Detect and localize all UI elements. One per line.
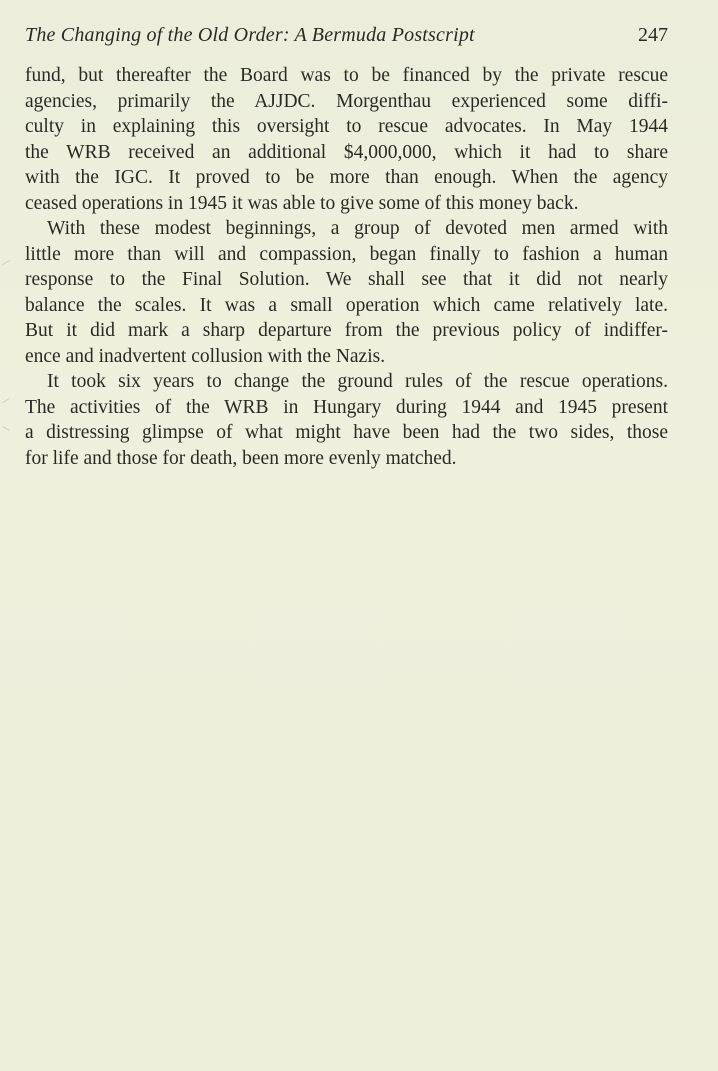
- running-title: The Changing of the Old Order: A Bermuda Postscript: [25, 24, 475, 46]
- text-line: with the IGC. It proved to be more than enough. When the agency: [25, 167, 668, 188]
- body-text: [25, 63, 668, 471]
- page-number: 247: [638, 24, 668, 46]
- text-line: a distressing glimpse of what might have been had the two sides, those: [25, 422, 668, 443]
- paragraph: [25, 216, 668, 369]
- text-line: The activities of the WRB in Hungary during 1944 and 1945 present: [25, 396, 668, 418]
- running-head: [25, 22, 668, 48]
- text-line: response to the Final Solution. We shall see that it did not nearly: [25, 269, 668, 290]
- text-line: But it did mark a sharp departure from the previous policy of indiffer-: [25, 320, 668, 341]
- text-line: It took six years to change the ground rules of the rescue operations.: [47, 371, 668, 392]
- text-line: fund, but thereafter the Board was to be financed by the private rescue: [25, 65, 668, 86]
- text-line: ence and inadvertent collusion with the Nazis.: [25, 345, 386, 367]
- text-line: balance the scales. It was a small operation which came relatively late.: [25, 294, 668, 316]
- paragraph: [25, 63, 668, 216]
- text-line: the WRB received an additional $4,000,000, which it had to share: [25, 141, 668, 163]
- text-line: With these modest beginnings, a group of devoted men armed with: [47, 218, 668, 239]
- text-line: culty in explaining this oversight to rescue advocates. In May 1944: [25, 116, 668, 137]
- paragraph: [25, 369, 668, 471]
- text-line: ceased operations in 1945 it was able to give some of this money back.: [25, 192, 579, 214]
- text-line: for life and those for death, been more evenly matched.: [25, 447, 457, 469]
- text-line: agencies, primarily the AJJDC. Morgenthau experienced some diffi-: [25, 90, 668, 112]
- text-line: little more than will and compassion, began finally to fashion a human: [25, 243, 668, 265]
